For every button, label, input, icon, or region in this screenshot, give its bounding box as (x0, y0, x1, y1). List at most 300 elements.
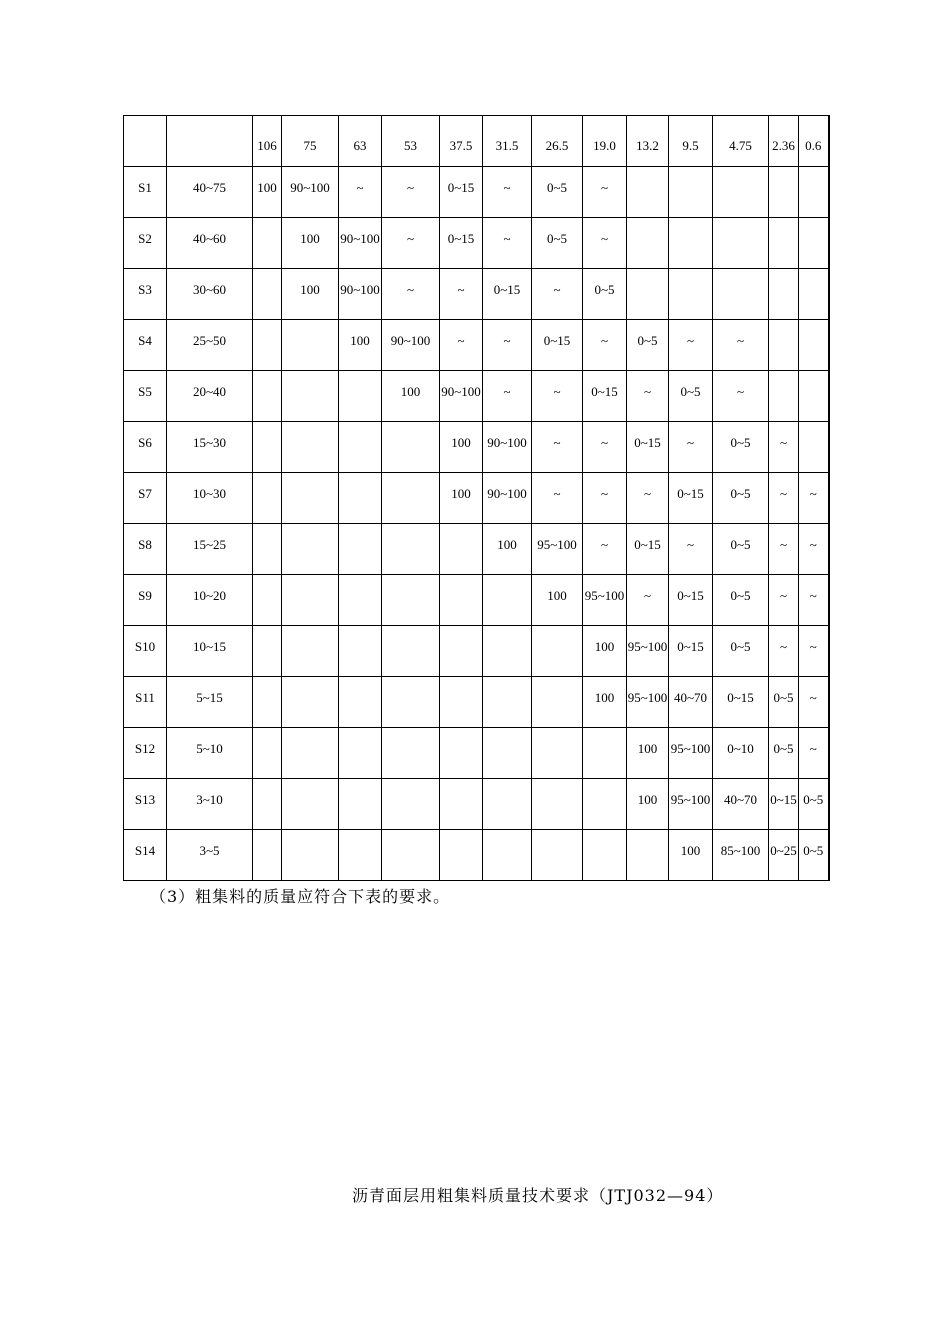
passing-percent-cell (769, 830, 799, 881)
size-range-cell (167, 371, 253, 422)
cell-text: 19.0 (593, 138, 616, 153)
cell-text (253, 575, 281, 588)
passing-percent-cell (532, 473, 583, 524)
cell-text: 106 (257, 138, 277, 153)
cell-text (713, 269, 768, 282)
cell-text (382, 626, 439, 639)
passing-percent-cell (669, 779, 713, 830)
cell-text: S6 (138, 435, 152, 450)
cell-text: 0~25 (770, 843, 797, 858)
passing-percent-cell (483, 779, 532, 830)
header-cell (167, 116, 253, 167)
passing-percent-cell (669, 473, 713, 524)
passing-percent-cell (253, 524, 282, 575)
header-cell (769, 116, 799, 167)
cell-text: ~ (457, 333, 465, 348)
table-row (124, 575, 829, 626)
passing-percent-cell (382, 524, 440, 575)
cell-text (339, 371, 381, 384)
size-range-cell (167, 728, 253, 779)
cell-text: 0~5 (730, 588, 751, 603)
cell-text: 100 (300, 231, 320, 246)
cell-text (382, 830, 439, 843)
passing-percent-cell (382, 422, 440, 473)
passing-percent-cell (282, 626, 339, 677)
cell-text: 95~100 (627, 690, 668, 705)
passing-percent-cell (282, 575, 339, 626)
cell-text (282, 524, 338, 537)
cell-text: 0~5 (594, 282, 615, 297)
cell-text: 100 (680, 843, 701, 858)
cell-text (253, 524, 281, 537)
passing-percent-cell (282, 779, 339, 830)
cell-text (339, 473, 381, 486)
passing-percent-cell (282, 473, 339, 524)
cell-text: 20~40 (192, 384, 227, 399)
cell-text: 100 (497, 537, 517, 552)
passing-percent-cell (583, 473, 627, 524)
passing-percent-cell (483, 575, 532, 626)
passing-percent-cell (382, 830, 440, 881)
cell-text (627, 830, 668, 843)
cell-text: 90~100 (340, 231, 380, 246)
passing-percent-cell (713, 167, 769, 218)
cell-text (483, 779, 531, 792)
cell-text (253, 320, 281, 333)
passing-percent-cell (282, 371, 339, 422)
cell-text (282, 779, 338, 792)
cell-text: S4 (138, 333, 152, 348)
passing-percent-cell (583, 779, 627, 830)
passing-percent-cell (769, 575, 799, 626)
header-cell (382, 116, 440, 167)
cell-text: 100 (451, 486, 471, 501)
passing-percent-cell (583, 320, 627, 371)
passing-percent-cell (627, 422, 669, 473)
cell-text: 40~60 (192, 231, 227, 246)
passing-percent-cell (713, 320, 769, 371)
cell-text (382, 422, 439, 435)
passing-percent-cell (669, 320, 713, 371)
passing-percent-cell (282, 218, 339, 269)
cell-text: S1 (138, 180, 152, 195)
passing-percent-cell (769, 371, 799, 422)
cell-text: 0~5 (730, 435, 751, 450)
cell-text: ~ (736, 384, 745, 399)
cell-text: ~ (457, 282, 465, 297)
table-row (124, 626, 829, 677)
cell-text (669, 218, 712, 231)
cell-text: 90~100 (290, 180, 330, 195)
passing-percent-cell (440, 779, 483, 830)
cell-text (483, 830, 531, 843)
passing-percent-cell (627, 320, 669, 371)
cell-text: ~ (406, 180, 415, 195)
passing-percent-cell (440, 218, 483, 269)
spec-code-cell (124, 626, 167, 677)
cell-text: 75 (303, 138, 317, 153)
passing-percent-cell (253, 473, 282, 524)
cell-text (382, 677, 439, 690)
cell-text: ~ (600, 231, 609, 246)
cell-text: ~ (809, 741, 817, 756)
spec-code-cell (124, 473, 167, 524)
passing-percent-cell (532, 626, 583, 677)
passing-percent-cell (669, 626, 713, 677)
cell-text: 0~5 (680, 384, 701, 399)
passing-percent-cell (282, 167, 339, 218)
passing-percent-cell (769, 524, 799, 575)
cell-text (799, 218, 828, 231)
passing-percent-cell (799, 320, 829, 371)
passing-percent-cell (382, 728, 440, 779)
passing-percent-cell (669, 371, 713, 422)
cell-text: S10 (134, 639, 156, 654)
passing-percent-cell (282, 269, 339, 320)
cell-text: 0~15 (591, 384, 618, 399)
passing-percent-cell (627, 626, 669, 677)
size-range-cell (167, 626, 253, 677)
cell-text: ~ (643, 384, 652, 399)
cell-text: 0~15 (543, 333, 571, 348)
passing-percent-cell (440, 728, 483, 779)
passing-percent-cell (382, 677, 440, 728)
passing-percent-cell (669, 524, 713, 575)
cell-text (769, 218, 798, 231)
passing-percent-cell (769, 779, 799, 830)
passing-percent-cell (440, 830, 483, 881)
passing-percent-cell (627, 830, 669, 881)
cell-text: 40~70 (723, 792, 758, 807)
cell-text: 10~30 (192, 486, 227, 501)
cell-text (583, 728, 626, 741)
passing-percent-cell (669, 677, 713, 728)
cell-text (627, 167, 668, 180)
size-range-cell (167, 218, 253, 269)
passing-percent-cell (799, 677, 829, 728)
passing-percent-cell (483, 473, 532, 524)
cell-text: 40~70 (673, 690, 708, 705)
cell-text (253, 830, 281, 843)
passing-percent-cell (627, 524, 669, 575)
size-range-cell (167, 830, 253, 881)
table-row (124, 371, 829, 422)
cell-text (440, 524, 482, 537)
cell-text: 5~10 (196, 741, 223, 756)
passing-percent-cell (713, 830, 769, 881)
passing-percent-cell (339, 218, 382, 269)
passing-percent-cell (799, 575, 829, 626)
passing-percent-cell (713, 728, 769, 779)
spec-code-cell (124, 320, 167, 371)
cell-text (382, 779, 439, 792)
passing-percent-cell (583, 422, 627, 473)
passing-percent-cell (583, 371, 627, 422)
passing-percent-cell (627, 575, 669, 626)
cell-text: S8 (138, 537, 152, 552)
passing-percent-cell (483, 218, 532, 269)
passing-percent-cell (799, 167, 829, 218)
passing-percent-cell (282, 422, 339, 473)
passing-percent-cell (532, 779, 583, 830)
passing-percent-cell (253, 830, 282, 881)
cell-text: 95~100 (670, 741, 711, 756)
passing-percent-cell (769, 728, 799, 779)
passing-percent-cell (382, 575, 440, 626)
cell-text: 63 (353, 138, 367, 153)
cell-text: 90~100 (340, 282, 380, 297)
cell-text: ~ (553, 384, 561, 399)
passing-percent-cell (483, 728, 532, 779)
cell-text (769, 371, 798, 384)
quality-note: （3）粗集料的质量应符合下表的要求。 (150, 887, 451, 906)
cell-text: 0~5 (773, 741, 794, 756)
passing-percent-cell (382, 371, 440, 422)
cell-text: 0~10 (727, 741, 754, 756)
passing-percent-cell (282, 677, 339, 728)
passing-percent-cell (483, 371, 532, 422)
passing-percent-cell (799, 371, 829, 422)
cell-text: 100 (637, 741, 658, 756)
size-range-cell (167, 524, 253, 575)
spec-code-cell (124, 575, 167, 626)
passing-percent-cell (483, 830, 532, 881)
passing-percent-cell (713, 575, 769, 626)
header-cell (282, 116, 339, 167)
cell-text (532, 677, 582, 690)
cell-text: 90~100 (441, 384, 481, 399)
cell-text (382, 575, 439, 588)
cell-text (253, 269, 281, 282)
spec-code-cell (124, 779, 167, 830)
cell-text: ~ (600, 486, 609, 501)
spec-code-cell (124, 728, 167, 779)
passing-percent-cell (669, 575, 713, 626)
passing-percent-cell (669, 422, 713, 473)
cell-text: ~ (503, 231, 511, 246)
cell-text (339, 524, 381, 537)
cell-text: 9.5 (682, 138, 699, 153)
passing-percent-cell (583, 677, 627, 728)
passing-percent-cell (440, 167, 483, 218)
cell-text: ~ (553, 282, 561, 297)
cell-text: 4.75 (729, 138, 752, 153)
passing-percent-cell (769, 218, 799, 269)
passing-percent-cell (799, 218, 829, 269)
passing-percent-cell (627, 269, 669, 320)
passing-percent-cell (583, 728, 627, 779)
cell-text (282, 728, 338, 741)
cell-text (382, 728, 439, 741)
cell-text (483, 575, 531, 588)
cell-text: 100 (594, 639, 615, 654)
passing-percent-cell (483, 677, 532, 728)
passing-percent-cell (253, 371, 282, 422)
header-cell (627, 116, 669, 167)
cell-text (253, 677, 281, 690)
size-range-cell (167, 422, 253, 473)
passing-percent-cell (713, 371, 769, 422)
passing-percent-cell (532, 422, 583, 473)
cell-text: ~ (553, 435, 561, 450)
cell-text: 0~5 (803, 843, 824, 858)
passing-percent-cell (583, 269, 627, 320)
cell-text (440, 575, 482, 588)
cell-text (282, 371, 338, 384)
passing-percent-cell (253, 218, 282, 269)
passing-percent-cell (583, 575, 627, 626)
cell-text: 10~20 (192, 588, 227, 603)
passing-percent-cell (669, 830, 713, 881)
cell-text: ~ (779, 486, 788, 501)
spec-code-cell (124, 371, 167, 422)
passing-percent-cell (713, 422, 769, 473)
cell-text (583, 830, 626, 843)
cell-text: ~ (779, 588, 788, 603)
cell-text: 53 (404, 138, 417, 153)
passing-percent-cell (339, 422, 382, 473)
passing-percent-cell (713, 779, 769, 830)
cell-text (532, 830, 582, 843)
cell-text (799, 422, 828, 435)
cell-text (483, 626, 531, 639)
cell-text (532, 779, 582, 792)
cell-text: 3~10 (196, 792, 223, 807)
passing-percent-cell (440, 320, 483, 371)
spec-code-cell (124, 422, 167, 473)
cell-text (339, 728, 381, 741)
cell-text: 0~15 (447, 180, 475, 195)
cell-text (253, 422, 281, 435)
passing-percent-cell (713, 626, 769, 677)
passing-percent-cell (532, 728, 583, 779)
passing-percent-cell (382, 167, 440, 218)
cell-text: 90~100 (390, 333, 431, 348)
passing-percent-cell (483, 167, 532, 218)
spec-code-cell (124, 167, 167, 218)
passing-percent-cell (583, 167, 627, 218)
passing-percent-cell (339, 779, 382, 830)
cell-text (713, 167, 768, 180)
passing-percent-cell (339, 728, 382, 779)
cell-text: S13 (134, 792, 156, 807)
cell-text: 13.2 (636, 138, 659, 153)
passing-percent-cell (253, 167, 282, 218)
size-range-cell (167, 779, 253, 830)
passing-percent-cell (799, 626, 829, 677)
cell-text: S5 (138, 384, 152, 399)
table-row (124, 779, 829, 830)
passing-percent-cell (532, 371, 583, 422)
passing-percent-cell (799, 830, 829, 881)
table-row (124, 473, 829, 524)
passing-percent-cell (483, 269, 532, 320)
passing-percent-cell (282, 830, 339, 881)
passing-percent-cell (483, 320, 532, 371)
cell-text: ~ (553, 486, 561, 501)
passing-percent-cell (382, 269, 440, 320)
cell-text: ~ (643, 486, 652, 501)
cell-text: 15~25 (192, 537, 227, 552)
cell-text (483, 728, 531, 741)
passing-percent-cell (339, 575, 382, 626)
cell-text: 30~60 (192, 282, 227, 297)
passing-percent-cell (583, 218, 627, 269)
cell-text: ~ (600, 537, 609, 552)
cell-text (339, 779, 381, 792)
passing-percent-cell (253, 728, 282, 779)
cell-text: 40~75 (192, 180, 227, 195)
cell-text (440, 779, 482, 792)
size-range-cell (167, 473, 253, 524)
cell-text: ~ (406, 231, 415, 246)
cell-text: 0~15 (677, 588, 704, 603)
cell-text: ~ (600, 333, 609, 348)
cell-text (583, 779, 626, 792)
passing-percent-cell (799, 728, 829, 779)
cell-text (339, 830, 381, 843)
passing-percent-cell (440, 473, 483, 524)
cell-text (282, 830, 338, 843)
passing-percent-cell (627, 371, 669, 422)
cell-text: ~ (686, 333, 695, 348)
table-row (124, 830, 829, 881)
cell-text: 0~15 (634, 537, 661, 552)
cell-text: 100 (400, 384, 421, 399)
spec-code-cell (124, 677, 167, 728)
passing-percent-cell (440, 371, 483, 422)
cell-text: ~ (406, 282, 415, 297)
cell-text (339, 422, 381, 435)
header-cell (483, 116, 532, 167)
passing-percent-cell (769, 167, 799, 218)
passing-percent-cell (532, 218, 583, 269)
passing-percent-cell (799, 473, 829, 524)
passing-percent-cell (532, 677, 583, 728)
passing-percent-cell (253, 626, 282, 677)
passing-percent-cell (339, 524, 382, 575)
cell-text: 95~100 (537, 537, 577, 552)
passing-percent-cell (382, 320, 440, 371)
cell-text: 15~30 (192, 435, 227, 450)
header-cell (440, 116, 483, 167)
cell-text (282, 626, 338, 639)
passing-percent-cell (627, 779, 669, 830)
cell-text (282, 575, 338, 588)
cell-text: S11 (135, 690, 155, 705)
cell-text (440, 626, 482, 639)
cell-text: 0~15 (493, 282, 521, 297)
table-header-row (124, 116, 829, 167)
cell-text: S3 (138, 282, 152, 297)
passing-percent-cell (583, 626, 627, 677)
cell-text: 100 (350, 333, 370, 348)
cell-text (382, 473, 439, 486)
cell-text: ~ (356, 180, 364, 195)
cell-text (440, 830, 482, 843)
passing-percent-cell (253, 575, 282, 626)
passing-percent-cell (532, 830, 583, 881)
passing-percent-cell (483, 626, 532, 677)
cell-text (253, 779, 281, 792)
cell-text (124, 116, 166, 138)
cell-text: ~ (503, 180, 511, 195)
passing-percent-cell (282, 320, 339, 371)
header-cell (124, 116, 167, 167)
cell-text: ~ (600, 435, 609, 450)
passing-percent-cell (769, 320, 799, 371)
cell-text (532, 728, 582, 741)
